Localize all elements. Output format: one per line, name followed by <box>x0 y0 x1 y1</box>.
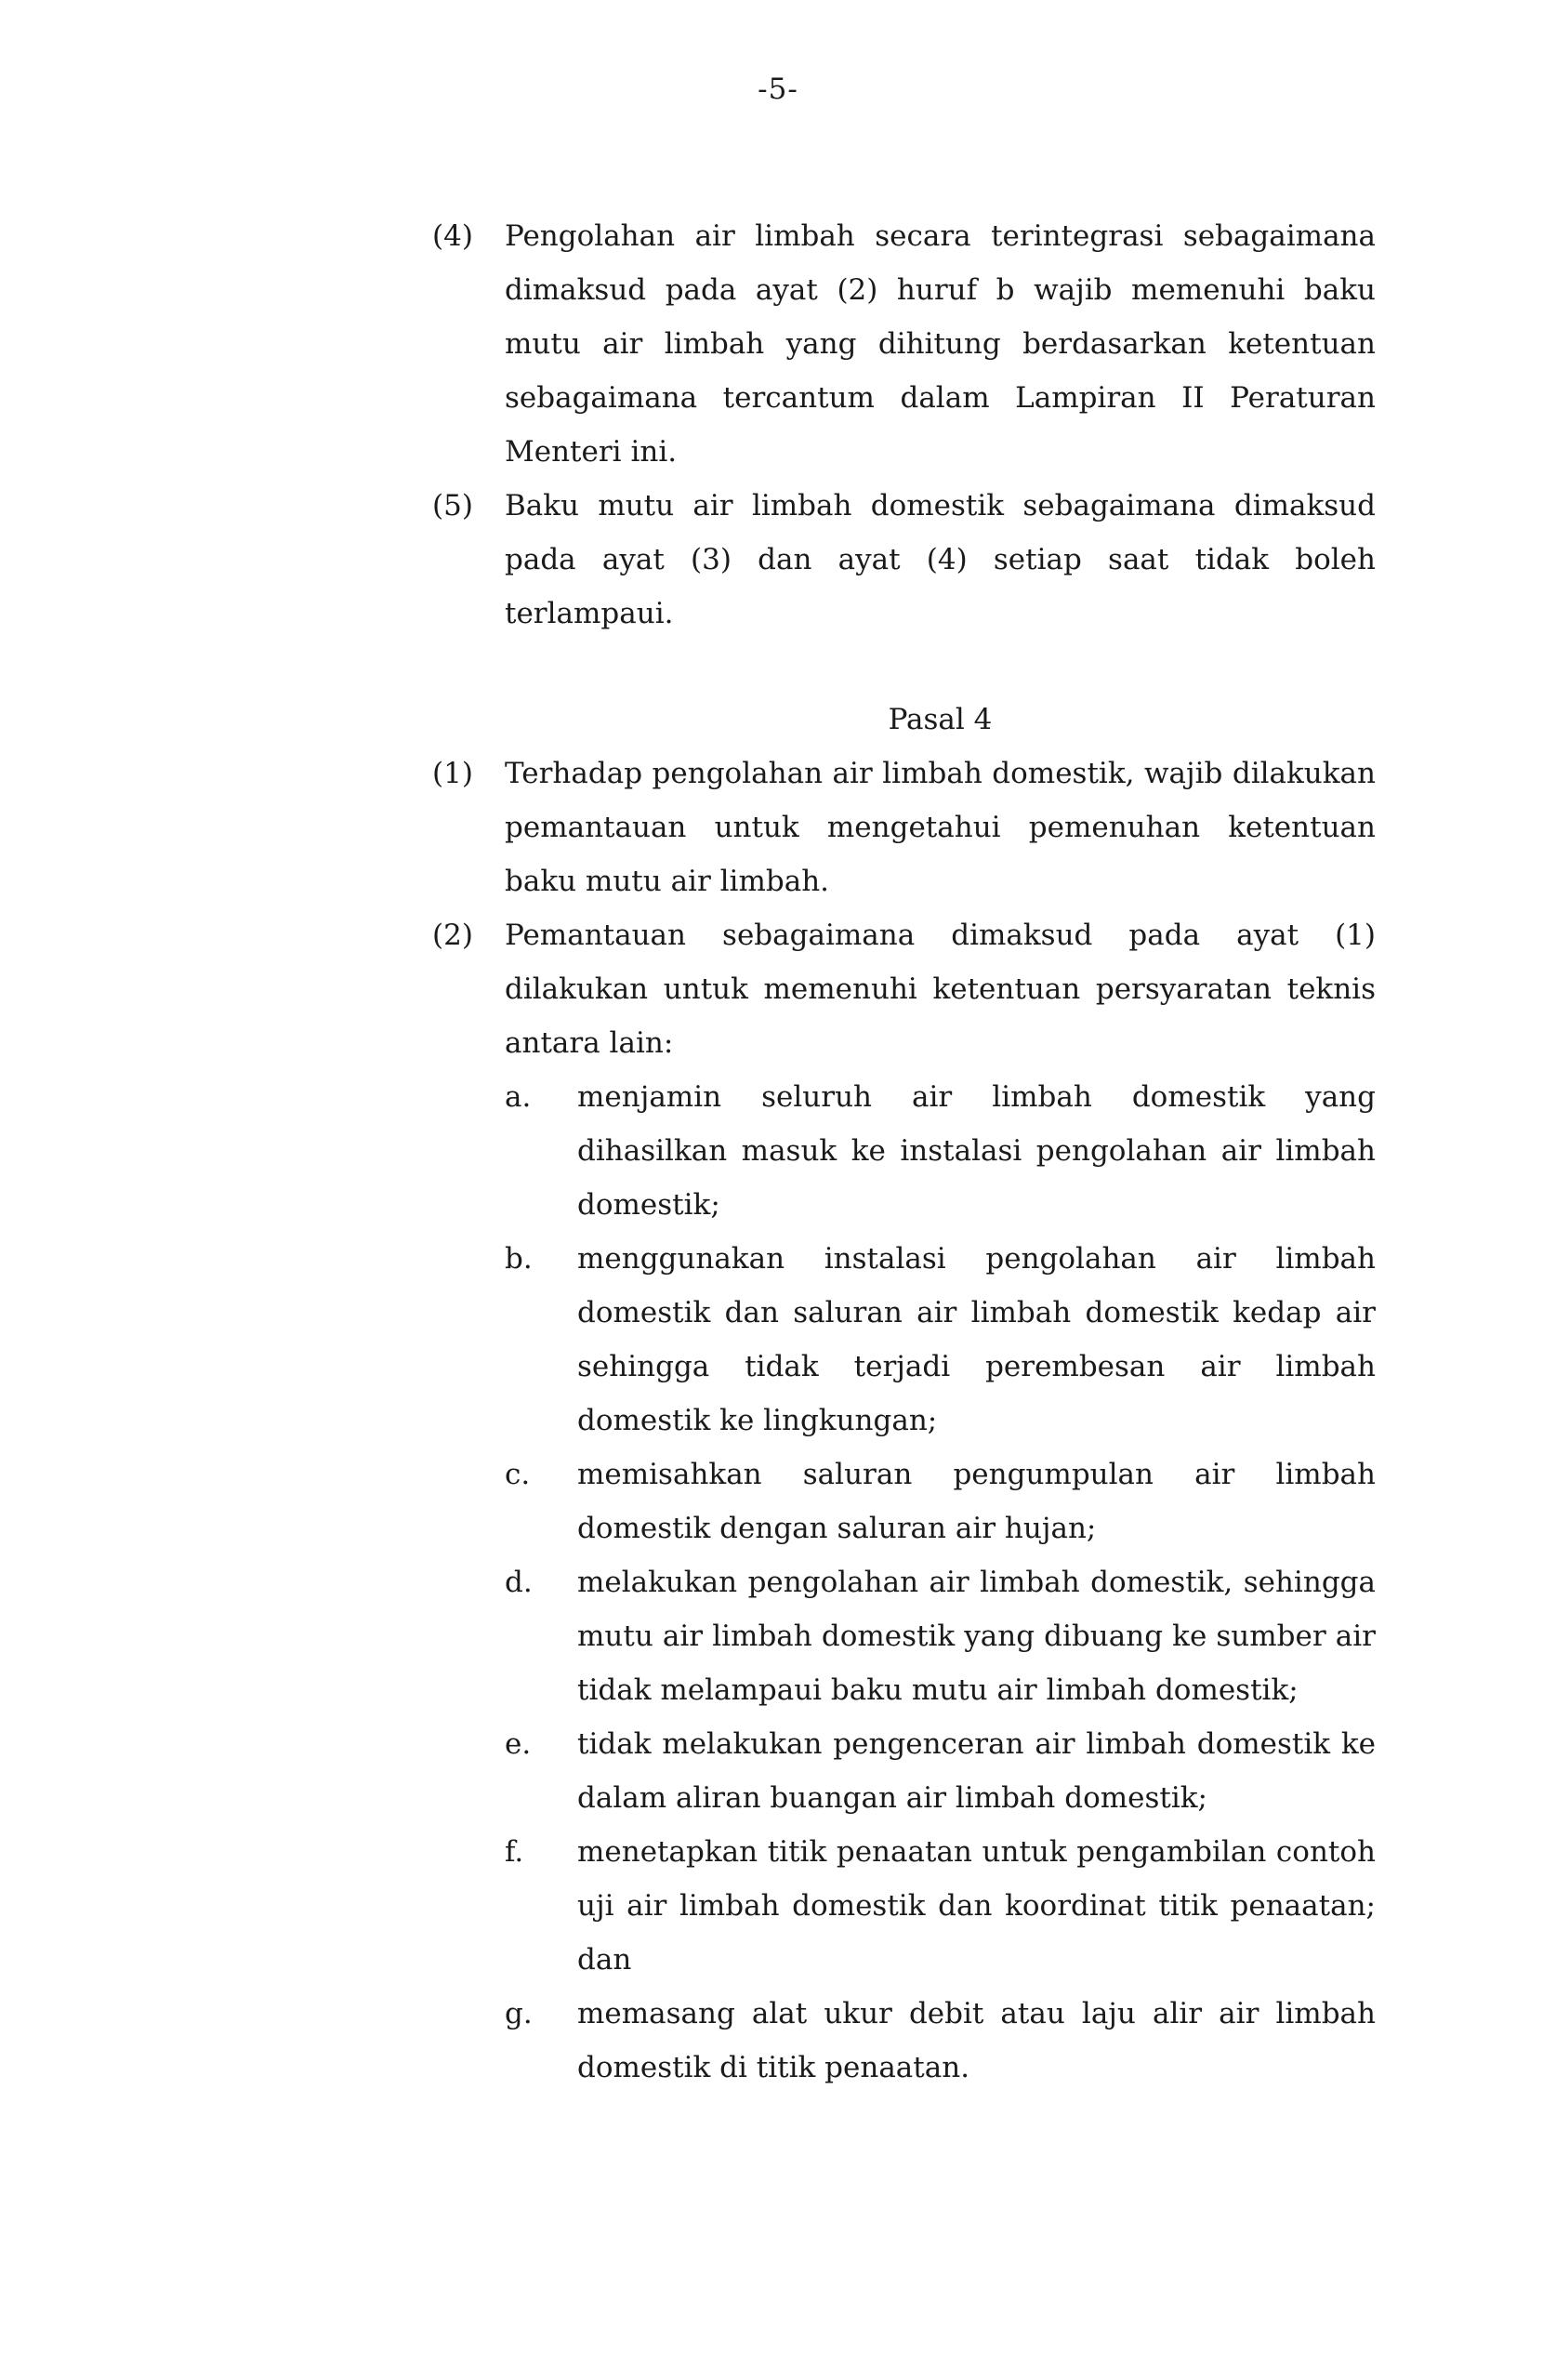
pasal3-ayat-5 <box>432 479 1376 641</box>
ayat-text: Pengolahan air limbah secara terintegrasi sebagaimana dimaksud pada ayat (2) huruf b wajib memenuhi baku mutu air limbah yang dihitung berdasarkan ketentuan sebagaimana tercantum dalam Lampiran II Peraturan Menteri ini. <box>505 219 1376 469</box>
pasal-4-heading: Pasal 4 <box>888 703 993 736</box>
ayat-text: Baku mutu air limbah domestik sebagaimana dimaksud pada ayat (3) dan ayat (4) setiap saat tidak boleh terlampaui. <box>505 489 1376 630</box>
list-item-letter: e. <box>505 1727 532 1761</box>
list-item-text: memasang alat ukur debit atau laju alir air limbah domestik di titik penaatan. <box>577 1997 1376 2084</box>
ayat-text: Terhadap pengolahan air limbah domestik, wajib dilakukan pemantauan untuk mengetahui pemenuhan ketentuan baku mutu air limbah. <box>505 757 1376 898</box>
list-item-text: melakukan pengolahan air limbah domestik, sehingga mutu air limbah domestik yang dibuang ke sumber air tidak melampaui baku mutu air limbah domestik; <box>577 1566 1376 1707</box>
list-item-text: tidak melakukan pengenceran air limbah domestik ke dalam aliran buangan air limbah domestik; <box>577 1727 1376 1815</box>
list-item <box>505 1070 1376 1232</box>
pasal4-ayat-1 <box>432 747 1376 908</box>
ayat-number: (5) <box>432 489 473 522</box>
ayat-number: (4) <box>432 219 473 253</box>
list-item-letter: g. <box>505 1997 533 2030</box>
list-item-text: menggunakan instalasi pengolahan air limbah domestik dan saluran air limbah domestik kedap air sehingga tidak terjadi perembesan air limbah domestik ke lingkungan; <box>577 1242 1376 1437</box>
list-item-letter: a. <box>505 1080 532 1114</box>
list-item <box>505 1987 1376 2095</box>
list-item-text: menetapkan titik penaatan untuk pengambilan contoh uji air limbah domestik dan koordinat titik penaatan; dan <box>577 1835 1376 1977</box>
pasal3-ayat-4 <box>432 209 1376 479</box>
list-item-letter: f. <box>505 1835 524 1869</box>
list-item <box>505 1232 1376 1448</box>
list-item-letter: d. <box>505 1566 533 1599</box>
list-item <box>505 1825 1376 1987</box>
list-item-letter: c. <box>505 1458 531 1491</box>
list-item <box>505 1555 1376 1717</box>
document-body <box>432 209 1376 2095</box>
ayat-number: (2) <box>432 919 473 952</box>
ayat-number: (1) <box>432 757 473 790</box>
list-item-text: menjamin seluruh air limbah domestik yang dihasilkan masuk ke instalasi pengolahan air limbah domestik; <box>577 1080 1376 1222</box>
pasal4-ayat-2 <box>432 908 1376 1070</box>
list-item-text: memisahkan saluran pengumpulan air limbah domestik dengan saluran air hujan; <box>577 1458 1376 1545</box>
list-item-letter: b. <box>505 1242 533 1276</box>
requirements-list <box>505 1070 1376 2095</box>
page-number: -5- <box>758 73 798 106</box>
ayat-text: Pemantauan sebagaimana dimaksud pada ayat (1) dilakukan untuk memenuhi ketentuan persyaratan teknis antara lain: <box>505 919 1376 1060</box>
list-item <box>505 1448 1376 1555</box>
list-item <box>505 1717 1376 1825</box>
